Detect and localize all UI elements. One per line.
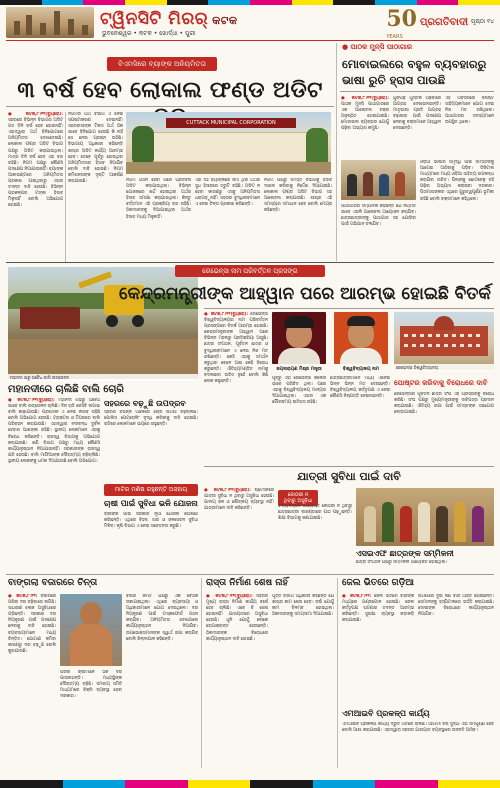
right-story-column-5: ଓଡ଼ିଆ ଭାଷାର ସମୃଦ୍ଧି ପାଇଁ ସମସ୍ତଙ୍କୁ ଆଗେଇ ଆସିବାକୁ ପଡ଼ିବ। ଡିଜିଟାଲ ମାଧ୍ୟମରେ ମଧ୍ୟ ଓଡ଼ିଆ ସାହିତ୍ୟ ଉପଲବ୍ଧ କରାଯିବା ଉଚିତ। ପିଲାଙ୍କୁ ଛୋଟବେଳୁ ବହି ପଢ଼ିବା ଅଭ୍ୟାସ କରାଇବା ଦରକାର। ପିତାମାତାଙ୍କର ଏଥିରେ ଗୁରୁତ୍ୱପୂର୍ଣ୍ଣ ଭୂମିକା ରହିଛି ବୋଲି ବକ୍ତାମାନେ କହିଥିଲେ। [420,160,494,202]
minister-portrait [272,312,326,364]
university-building-photo [394,312,494,370]
story-column-7: ● କଟକ,୮।୧୧: ବଜାରରେ ପରିବା ଦର ବଢ଼ିବାରେ ଲାଗିଛି। ସାଧାରଣ ଲୋକ ଅସୁବିଧାରେ ପଡ଼ିଛନ୍ତି। ସରକାର ଦର ନିୟନ୍ତ୍ରଣ ପାଇଁ ପଦକ୍ଷେପ ନେବାକୁ ଦାବି ହୋଇଛି। ବ୍ୟବସାୟୀମାନେ ମଧ୍ୟ ଚିନ୍ତିତ। ଯୋଗାଣ କମିବା କାରଣରୁ ଦର ବଢ଼ୁଛି ବୋଲି କୁହାଯାଉଛି। [8,594,56,654]
color-registration-strip-bottom [0,780,500,788]
mid-story-subhead: ପୋଷ୍ଟର କରିବାକୁ ବିରୋଧରେ ଦାବି [394,378,488,387]
masthead-title: ଟ୍ୱିନସିଟି ମିରର୍ କଟକ [100,9,238,29]
top-story-headline: ୩ ବର୍ଷ ହେବ ଲୋକାଲ ଫଣ୍ଡ ଅଡିଟ [17,77,323,103]
mid-story-column-4: ରେଭେନ୍ସାର ପୂର୍ବତନ ଛାତ୍ର ସଂଘ ଏହି ପ୍ରସ୍ତାବକୁ ବିରୋଧ କରିଛି। ସଂଘ ପକ୍ଷରୁ ମୁଖ୍ୟମନ୍ତ୍ରୀଙ୍କୁ ଦାବିପତ୍ର ପ୍ରଦାନ କରାଯାଇଛି। ଐତିହ୍ୟ ରକ୍ଷା ପାଇଁ ସମସ୍ତଙ୍କ ସହଯୋଗ ଲୋଡ଼ାଯାଇଛି। [394,392,494,416]
story-tag: କୋଠରୀ ନ ଥିବାରୁ ଅସୁବିଧା [278,490,318,506]
story-headline-3: ଚାଷୀ ପାଇଁ ସୁବିଧା ଭଳି ଯୋଜନା [104,498,198,508]
right-story-column-3: ଏହି ଅବସରରେ ବିଶିଷ୍ଟ ସାହିତ୍ୟିକମାନେ ଯୋଗ ଦେଇ ନିଜ ମତ ରଖିଥିଲେ। ପାଠାଗାରର ସଦସ୍ୟମାନେ ଉପସ୍ଥିତ ଥିଲେ। [445,96,494,126]
top-story-column-5: ନିଗମ ପକ୍ଷରୁ ସମସ୍ତ ବିଭାଗକୁ ହିସାବ ଦାଖଲ କରିବାକୁ ନିର୍ଦ୍ଦେଶ ଦିଆଯାଇଛି। ଲୋକାଲ ଫଣ୍ଡ ଅଡିଟ ବିଭାଗ ସହ ଆଲୋଚନା କରାଯାଉଛି। ଶୀଘ୍ର ଏହି ସମସ୍ୟାର ସମାଧାନ ହେବ ବୋଲି ମେୟର କହିଛନ୍ତି। [264,178,332,214]
minister-portrait-caption: ଜୟନାରାୟଣ ମିଶ୍ର ମନ୍ତ୍ରୀ [276,367,322,372]
right-story-column-4: ପାଠାଗାରର ସମ୍ପାଦକ କହିଛନ୍ତି ଯେ ନିୟମିତ ଭାବେ ଏଭଳି ଆଲୋଚନା ଆୟୋଜନ କରାଯିବ। ଛାତ୍ରଛାତ୍ରୀଙ୍କୁ ପାଠାଗାର ସହ ଯୋଡ଼ିବା ପାଇଁ ଅଭିଯାନ ଚଳାଯିବ। [341,204,416,228]
divider [340,91,494,92]
left-story-column-2: ସହରର ବିଭିନ୍ନ ଅଞ୍ଚଳରେ ଚୋରି ଘଟଣା ବଢ଼ିଚାଲିଛି। ପୋଲିସ ପେଟ୍ରୋଲିଂ ବୃଦ୍ଧି କରିବାକୁ ଦାବି ହୋଇଛି। ରାତିରେ ଲୋକମାନେ ଭୟରେ ରହୁଛନ୍ତି। [104,410,198,428]
brand-name: ପ୍ରଗତିବାଦୀ [419,17,468,28]
municipal-corporation-photo [126,112,331,174]
official-portrait-caption: ବିଶ୍ୱବିଦ୍ୟାଳୟ ନାମ [342,367,380,372]
mid-story-column-3: ଛାତ୍ରଛାତ୍ରୀମାନେ ମଧ୍ୟ ଏନେଇ ଭିନ୍ନ ଭିନ୍ନ ମତ ଦେଉଛନ୍ତି। ବିଶ୍ୱବିଦ୍ୟାଳୟ କର୍ତ୍ତୃପକ୍ଷ ଏ ନେଇ କୌଣସି ନିଷ୍ପତ୍ତି ନେଇନାହାନ୍ତି। [330,376,390,400]
mid-story-banner: ରେଭେନ୍ସା ନାମ ପରିବର୍ତ୍ତନ ପ୍ରସଙ୍ଗ [175,265,325,277]
story-headline-9: ଜେଲ ଭିତରେ ଗଡ଼ିଆ [342,578,414,588]
right-story-column-1: ● କଟକ,୮।୧୧(ବ୍ୟୁରୋ): ପାଠକ ମୁନ୍ସି ପାଠାଗାରରେ ଏକ ଆଲୋଚନା ଚକ୍ର ଅନୁଷ୍ଠିତ ହୋଇଯାଇଛି। ମୋବାଇଲ ବ୍ୟବହାର ଯୋଗୁଁ ପଢ଼ିବା ଅଭ୍ୟାସ କମୁଛି। [341,96,389,132]
story-headline-10: ଏମଆଇବି ପ୍ରକଳ୍ପ କାର୍ଯ୍ୟ [342,708,430,718]
story-column-10: ● କଟକ,୮।୧୧(ବ୍ୟୁରୋ): ସହରର ମୁଖ୍ୟ ରାସ୍ତା ନିର୍ମାଣ କାର୍ଯ୍ୟ ବର୍ଷେ ହେବ ଚାଲିଛି। ଏବେ ବି ଶେଷ ହୋଇନାହିଁ। ଯାତାୟାତରେ ଅସୁବିଧା ହେଉଛି। ଧୂଳି ଯୋଗୁଁ ଲୋକେ ରୋଗାକ୍ରାନ୍ତ ହେଉଛନ୍ତି। ଠିକାଦାରଙ୍କ ବିରୋଧରେ କାର୍ଯ୍ୟାନୁଷ୍ଠାନ ଦାବି ହୋଇଛି। [206,594,268,642]
story-column-12: ● କଟକ,୮।୧୧: ଜେଲ ଭିତରେ ବନ୍ଦୀଙ୍କ ମଧ୍ୟରେ ଗଣ୍ଡଗୋଳ ହୋଇଛି। ଜେଲ କର୍ତ୍ତୃପକ୍ଷ ଘଟଣାର ତଦନ୍ତ ଆରମ୍ଭ କରିଛନ୍ତି। ସୁରକ୍ଷା ବ୍ୟବସ୍ଥା କଡ଼ାକଡ଼ି କରାଯାଇଛି। [342,594,414,624]
photo-sign: CUTTACK MUNICIPAL CORPORATION [166,118,296,128]
story-column-6: ଛାତ୍ର ସଂଗଠନ ପକ୍ଷରୁ ସମ୍ମିଳନୀ ଆୟୋଜିତ ହୋଇଥିଲା। [356,560,448,565]
top-story-column-2: ନିଗମର ଅର୍ଥ ବିଭାଗ ଏ ନେଇ ସ୍ପଷ୍ଟୀକରଣ ଦେଇନାହିଁ। ସହରବାସୀଙ୍କ ଟିକସ ଅର୍ଥ ଠିକ ଭାବେ ବିନିଯୋଗ ହେଉଛି କି ନାହିଁ ସେ ନେଇ ପ୍ରଶ୍ନ ଉଠିଛି। ବିଭାଗୀୟ ଅଧିକାରୀ କହିଛନ୍ତି ଶୀଘ୍ର ଅଡିଟ କାର୍ଯ୍ୟ ଆରମ୍ଭ ହେବ। ତେବେ ପୂର୍ବରୁ ହୋଇଥିବା ଅନିୟମିତତାର ହିସାବ ନିଆଯିବ ବୋଲି ଦାବି ହୋଇଛି। ନିଗମ କମିଶନରଙ୍କ ଦୃଷ୍ଟି ଆକର୍ଷଣ କରାଯାଇଛି। [68,112,123,185]
official-portrait [334,312,388,364]
divider [337,578,338,768]
page-number: ପୃଷ୍ଠା ୧୪ [470,18,494,25]
divider [6,106,334,107]
story-column-13: ଘଟଣାରେ ଦୁଇ ଜଣ ବନ୍ଦୀ ଆହତ ହୋଇଛନ୍ତି। ସେମାନଙ୍କୁ ହସ୍ପିଟାଲରେ ଭର୍ତ୍ତି କରାଯାଇଛି। ଦୋଷୀଙ୍କ ବିରୋଧରେ କାର୍ଯ୍ୟାନୁଷ୍ଠାନ ନିଆଯିବ। [418,594,494,618]
gathering-photo [356,488,494,546]
masthead-temple-image [6,7,94,38]
story-column-14: ଏମଆଇବି ପ୍ରକଳ୍ପ କାର୍ଯ୍ୟ ଦ୍ରୁତ ଗତିରେ ଚାଲିଛି। ଆଗାମୀ ବର୍ଷ ସୁଦ୍ଧା ଏହା ସମ୍ପୂର୍ଣ୍ଣ ହେବ ବୋଲି ଆଶା କରାଯାଉଛି। ଏହାଦ୍ୱାରା ସହରର ଯାତାୟାତ ବ୍ୟବସ୍ଥାରେ ଉନ୍ନତି ଆସିବ। [342,722,494,734]
color-registration-strip [0,0,500,5]
story-column-4: ● କଟକ,୮।୧୧(ବ୍ୟୁରୋ): ଷ୍ଟେସନରେ ଯାତ୍ରୀ ସୁବିଧା ନ ଥିବାରୁ ଅସୁବିଧା ହେଉଛି। ପାନୀୟ ଜଳ ଓ ଶୌଚାଳୟ ବ୍ୟବସ୍ଥା ନାହିଁ। ଯାତ୍ରୀମାନେ ଦାବି କରିଛନ୍ତି। [204,488,274,512]
right-story-headline: ମୋବାଇଲରେ ବହୁଳ ବ୍ୟବହାରରୁ ଭାଷା ରୁଚି ହ୍ରାସ ପାଉଛି [342,57,487,87]
top-story-column-3: ନିଗମ ଗଠନ ହେବା ପରେ ପ୍ରତିବର୍ଷ ଅଡିଟ କରାଯାଉଥିଲା। ବିଭିନ୍ନ ଯୋଜନାରେ ଖର୍ଚ୍ଚ ହୋଇଥିବା ଅର୍ଥର ହିସାବ ସମୀକ୍ଷା କରାଯାଉଥିଲା। କିନ୍ତୁ ବର୍ତ୍ତମାନ ଏହି ପ୍ରକ୍ରିୟା ବନ୍ଦ ରହିଛି। ଠିକାଦାରଙ୍କୁ ଦିଆଯାଇଥିବା ଅର୍ଥର ହିସାବ ମଧ୍ୟ ମିଳୁନାହିଁ। [126,178,191,220]
mid-story-column-2: ପୂର୍ବରୁ ଏହା ରେଭେନ୍ସା କଲେଜ ଭାବେ ପରିଚିତ ଥିଲା। ପରେ ଏହାକୁ ବିଶ୍ୱବିଦ୍ୟାଳୟ ମାନ୍ୟତା ଦିଆଯାଇଥିଲା। ଏହାର ଏକ ଗୌରବମୟ ଇତିହାସ ରହିଛି। [272,376,326,406]
divider [6,574,494,575]
shirtless-man-photo [60,594,122,666]
divider [204,308,494,309]
story-column-5: ବିଦ୍ୟାଳୟରେ ପର୍ଯ୍ୟାପ୍ତ କୋଠରୀ ନ ଥିବାରୁ ଛାତ୍ରଛାତ୍ରୀ ବାରଣ୍ଡାରେ ପାଠ ପଢ଼ୁଛନ୍ତି। ଶିକ୍ଷା ବିଭାଗକୁ ଜଣାଯାଇଛି। [278,504,352,522]
story-column-9: ବଜାର କମିଟି ପକ୍ଷରୁ ଏକ ବୈଠକ ଡକାଯାଇଥିଲା। ଏଥିରେ ବ୍ୟବସାୟୀ ଓ ଅଧିକାରୀମାନେ ଯୋଗ ଦେଇଥିଲେ। ଦର ନିୟନ୍ତ୍ରଣ ପାଇଁ ଟାସ୍କଫୋର୍ସ ଗଠନ କରାଯିବ। ଅନିୟମିତତା ଦେଖାଗଲେ କାର୍ଯ୍ୟାନୁଷ୍ଠାନ ନିଆଯିବ। ଉପଭୋକ୍ତାମାନଙ୍କ ସ୍ୱାର୍ଥ ରକ୍ଷା କରାଯିବ ବୋଲି ଜିଲ୍ଲାପାଳ କହିଛନ୍ତି। [126,594,198,642]
mid-story-column-1: ● କଟକ,୮।୧୧(ବ୍ୟୁରୋ): ରେଭେନ୍ସା ବିଶ୍ୱବିଦ୍ୟାଳୟର ନାମ ପରିବର୍ତ୍ତନ ପ୍ରସଙ୍ଗରେ ବିତର୍କ ଆରମ୍ଭ ହୋଇଛି। କେନ୍ଦ୍ରମନ୍ତ୍ରୀଙ୍କ ଆହ୍ୱାନ ପରେ ବିଭିନ୍ନ ମହଲରୁ ପ୍ରତିକ୍ରିୟା ଆସୁଛି। ଛାତ୍ର ସଂଗଠନ, ପୂର୍ବତନ ଛାତ୍ର ଓ ବୁଦ୍ଧିଜୀବୀମାନେ ଏ ନେଇ ନିଜ ମତ ରଖିଛନ୍ତି। କେହି ଏହାକୁ ସମର୍ଥନ କରୁଥିବା ବେଳେ ଆଉ କେହି ବିରୋଧ କରୁଛନ୍ତି। ଐତିହ୍ୟମଣ୍ଡିତ ନାମକୁ ବଦଳାଇବା ଉଚିତ ନୁହେଁ ବୋଲି କିଛି ଲୋକ କହୁଛନ୍ତି। [204,312,268,385]
top-story-column-4: ଏହା ସହ ବ୍ୟାଙ୍କରେ ଜମା ଥିବା ଅର୍ଥର ସୁଧ ହିସାବରେ ତ୍ରୁଟି ରହିଛି। ଅଡିଟ ନ ହେବା କାରଣରୁ ଏସବୁ ଅନିୟମିତତା ଧରାପଡ଼ୁନାହିଁ। ସହରର ବୁଦ୍ଧିଜୀବୀମାନେ ଏ ନେଇ ଚିନ୍ତା ପ୍ରକାଶ କରିଛନ୍ତି। [195,178,260,208]
story-column-11: ପୂର୍ତ୍ତ ବିଭାଗ ଅଧିକାରୀ କହିଛନ୍ତି ଯେ ଶୀଘ୍ର କାମ ଶେଷ ହେବ। ବର୍ଷା ଯୋଗୁଁ କାମ ବିଳମ୍ବ ହୋଇଥିଲା। ଠିକାଦାରଙ୍କୁ ସମୟସୀମା ଦିଆଯାଇଛି। [272,594,334,618]
divider [336,43,337,261]
left-story-subhead: ସହରରେ ବଢ଼ୁଛି ଉପଦ୍ରବ [104,398,186,408]
library-meeting-photo [341,160,416,200]
top-story-kicker: ବିଏମସିରେ ବ୍ୟାଙ୍କ ଅନିୟମିତତା [107,57,217,71]
university-photo-caption: ରେଭେନ୍ସା ବିଶ୍ୱବିଦ୍ୟାଳୟ [394,364,494,371]
left-story-headline: ମହାନଦୀରେ ଚାଲିଛି ବାଲି ଚୋରି [8,384,124,395]
masthead [6,7,494,41]
right-story-label: ● ପାଠକ ମୁନ୍ସି ପାଠାଗାର [342,43,413,51]
divider [201,578,202,768]
story-headline-4: ଯାତ୍ରୀ ସୁବିଧା ପାଇଁ ଦାବି [297,470,401,483]
right-story-column-2: ଯୁବପିଢ଼ି ପୁସ୍ତକ ପଢ଼ିବାରେ ଆଗ୍ରହ ଦେଖାଉନାହାନ୍ତି। ମାତୃଭାଷା ପ୍ରତି ଆଗ୍ରହ ବଢ଼ାଇବା ପାଇଁ ପଦକ୍ଷେପ ନେବାକୁ ବକ୍ତାମାନେ ଆହ୍ୱାନ ଦେଇଛନ୍ତି। [393,96,441,132]
story-column-3: ଚାଷୀଙ୍କ ପାଇଁ ସରକାର ନୂଆ ଯୋଜନା ଘୋଷଣା କରିଛନ୍ତି। ଏଥିରେ ବିହନ, ସାର ଓ ଜଳସେଚନ ସୁବିଧା ମିଳିବ। କୃଷି ବିଭାଗ ଏ ନେଇ ସଚେତନତା କରୁଛି। [104,512,198,530]
divider [204,466,494,467]
divider [65,112,66,262]
mid-story-headline: କେନ୍ଦ୍ରମନ୍ତ୍ରୀଙ୍କ ଆହ୍ୱାନ ପରେ ଆରମ୍ଭ ହୋଇଛି ବିତର୍କ [119,284,491,304]
anniversary-logo: 50 YEARS ପ୍ରଗତିବାଦୀ [386,6,468,40]
sand-mining-caption: ମହାନଦୀ ଠାରୁ ଅବୈଧ ବାଲି ଉତ୍ତୋଳନ [8,374,198,381]
divider [6,262,494,263]
story-column-8: ପରିବା ଚାଷୀମାନେ ଠିକ ଦର ପାଉନାହାନ୍ତି। ମଧ୍ୟସ୍ଥିଙ୍କ ଦୌରାତ୍ମ୍ୟ ବଢ଼ିଛି। ସମବାୟ ସମିତି ମାଧ୍ୟମରେ ବିକ୍ରି ବ୍ୟବସ୍ଥା ହେବା ଦରକାର। [60,670,122,700]
story-headline-7: ବାଙ୍ଗଲା ବଜାରରେ ଚିନ୍ତା [8,578,98,588]
story-tag: ମାଟିର ମଣିଷ ରହୁଛନ୍ତି ଅସହାୟ [104,484,198,496]
masthead-subtitle: ଭୁବନେଶ୍ୱର • କଟକ • ଖୋର୍ଦ୍ଧା • ପୁରୀ [102,30,196,37]
left-story-column-1: ● କଟକ,୮।୧୧(ବ୍ୟୁରୋ): ମହାନଦୀ ଗର୍ଭରୁ ଅବୈଧ ଭାବେ ବାଲି ଉତ୍ତୋଳନ ଚାଲିଛି। ଦିନ ରାତି ଜେସିବି ଲଗାଇ ବାଲି କାଢ଼ାଯାଉଛି। ପ୍ରଶାସନ ଏ ନେଇ ନୀରବ ରହିଛି ବୋଲି ଅଭିଯୋଗ ହେଉଛି। ଟ୍ରାକ୍ଟର ଓ ଟିପରରେ ବାଲି ପରିବହନ କରାଯାଉଛି। ଏହାଦ୍ୱାରା ନଦୀବନ୍ଧ ଦୁର୍ବଳ ହେବାର ଆଶଙ୍କା ରହିଛି। ସ୍ଥାନୀୟ ଲୋକମାନେ ଏହାକୁ ବିରୋଧ କରିଛନ୍ତି। ରାଜସ୍ୱ ବିଭାଗକୁ ଅଭିଯୋଗ କରାଯାଇଛି। ଖଣି ବିଭାଗ ପକ୍ଷରୁ ମଧ୍ୟ କୌଣସି କାର୍ଯ୍ୟାନୁଷ୍ଠାନ ନିଆଯାଇନାହିଁ। ସରକାରଙ୍କ ରାଜସ୍ୱ କ୍ଷତି ହେଉଛି। ବାଲି ମାଫିଆଙ୍କ ଦୌରାତ୍ମ୍ୟ ବଢ଼ିଚାଲିଛି। ସ୍ଥାନୀୟ ଲୋକଙ୍କୁ ଧମକ ଦିଆଯାଉଛି ବୋଲି ଅଭିଯୋଗ। [8,398,100,464]
top-story-column-1: ● କଟକ,୮।୧୧(ବ୍ୟୁରୋ): ସହରରେ ବିଭିନ୍ନ ବିଭାଗର ଅଡିଟ ଗତ ତିନି ବର୍ଷ ହେବ ହୋଇନାହିଁ। ଏହାଦ୍ୱାରା ଅର୍ଥ ବିନିଯୋଗରେ ଅନିୟମିତତା ଦେଖାଦେଇଛି। ଲୋକାଲ ଫଣ୍ଡ ଅଡିଟ ବିଭାଗ ପକ୍ଷରୁ ଅଡିଟ କରାଯାଉଥିଲା। ମାତ୍ର ତିନି ବର୍ଷ ହେବ ଏହା ବନ୍ଦ ରହିଛି। ନିଗମ ପକ୍ଷରୁ କୌଣସି ପଦକ୍ଷେପ ନିଆଯାଇନାହିଁ। ବ୍ୟାଙ୍କ ଆକାଉଣ୍ଟରେ ଅନିୟମିତତା ପ୍ରକାଶ ପାଇଥିବାରୁ ଏହାର ତଦନ୍ତ ଦାବି ହେଉଛି। ବିଭିନ୍ନ ପ୍ରକଳ୍ପର ଟଙ୍କା ହିସାବ ମିଳୁନାହିଁ ବୋଲି ଅଭିଯୋଗ ହୋଇଛି। [8,112,63,209]
story-headline-6: ଏସଇଏଫ ଛାତ୍ରଙ୍କ ସମ୍ମିଳନୀ [356,548,454,558]
story-headline-8: ରାସ୍ତା ନିର୍ମାଣ ଶେଷ ନାହିଁ [206,578,288,588]
